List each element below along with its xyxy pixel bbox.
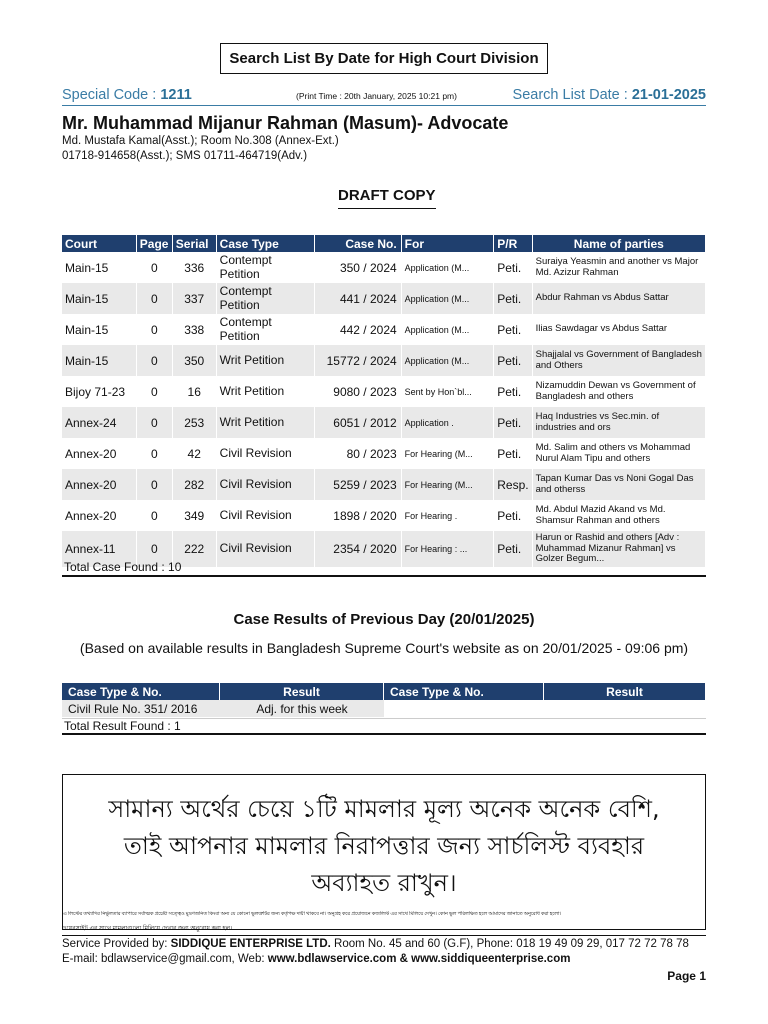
cell-empty bbox=[544, 700, 706, 717]
cell-case-no: 350 / 2024 bbox=[314, 252, 401, 283]
cell-court: Main-15 bbox=[62, 252, 136, 283]
col-case-type-no-2: Case Type & No. bbox=[384, 683, 544, 700]
cell-serial: 253 bbox=[172, 407, 216, 438]
cell-case-type: Civil Revision bbox=[216, 438, 314, 469]
cell-case-no: 9080 / 2023 bbox=[314, 376, 401, 407]
cell-parties: Haq Industries vs Sec.min. of industries and ors bbox=[532, 407, 705, 438]
advocate-assistant: Md. Mustafa Kamal(Asst.); Room No.308 (Annex-Ext.) bbox=[62, 135, 339, 147]
cell-case-type: Writ Petition bbox=[216, 345, 314, 376]
col-result-2: Result bbox=[544, 683, 706, 700]
cell-parties: Abdur Rahman vs Abdus Sattar bbox=[532, 283, 705, 314]
cell-case-no: 80 / 2023 bbox=[314, 438, 401, 469]
cell-for: For Hearing (M... bbox=[401, 469, 494, 500]
cell-pr: Peti. bbox=[494, 283, 532, 314]
cell-serial: 16 bbox=[172, 376, 216, 407]
cell-court: Annex-20 bbox=[62, 500, 136, 531]
cell-case-type: Civil Revision bbox=[216, 500, 314, 531]
col-page: Page bbox=[136, 235, 172, 252]
page-number: Page 1 bbox=[667, 969, 706, 983]
list-date-label: Search List Date : bbox=[512, 87, 632, 103]
cell-case-type: Writ Petition bbox=[216, 407, 314, 438]
cell-page: 0 bbox=[136, 376, 172, 407]
cell-pr: Peti. bbox=[494, 376, 532, 407]
special-code bbox=[62, 87, 192, 103]
cell-parties: Harun or Rashid and others [Adv : Muhammad Mizanur Rahman] vs Golzer Begum... bbox=[532, 531, 705, 567]
cell-page: 0 bbox=[136, 314, 172, 345]
special-code-label: Special Code : bbox=[62, 87, 161, 103]
footer-company: SIDDIQUE ENTERPRISE LTD. bbox=[170, 938, 331, 950]
cell-serial: 42 bbox=[172, 438, 216, 469]
cell-page: 0 bbox=[136, 283, 172, 314]
table-row bbox=[62, 438, 706, 469]
cell-parties: Ilias Sawdagar vs Abdus Sattar bbox=[532, 314, 705, 345]
cell-serial: 337 bbox=[172, 283, 216, 314]
cell-case-type: Contempt Petition bbox=[216, 314, 314, 345]
cell-court: Annex-20 bbox=[62, 438, 136, 469]
header-divider bbox=[62, 105, 706, 106]
notice-box bbox=[62, 774, 706, 930]
results-table bbox=[62, 683, 706, 717]
cell-parties: Md. Salim and others vs Mohammad Nurul Alam Tipu and others bbox=[532, 438, 705, 469]
cell-case-no: 442 / 2024 bbox=[314, 314, 401, 345]
cell-page: 0 bbox=[136, 407, 172, 438]
cell-case-type: Contempt Petition bbox=[216, 252, 314, 283]
cell-case: Civil Rule No. 351/ 2016 bbox=[62, 700, 220, 717]
advocate-phone: 01718-914658(Asst.); SMS 01711-464719(Adv.) bbox=[62, 150, 308, 162]
cell-pr: Peti. bbox=[494, 314, 532, 345]
cell-serial: 349 bbox=[172, 500, 216, 531]
document-title: Search List By Date for High Court Division bbox=[220, 43, 548, 74]
cell-court: Main-15 bbox=[62, 345, 136, 376]
notice-fine-print-2: ওয়েবসাইট এর সাথে মামলাগুলো মিলিয়ে দেখার জন্য অনুরোধ করা হল। bbox=[62, 926, 233, 932]
cell-page: 0 bbox=[136, 469, 172, 500]
col-for: For bbox=[401, 235, 494, 252]
cell-case-no: 1898 / 2020 bbox=[314, 500, 401, 531]
cell-court: Main-15 bbox=[62, 314, 136, 345]
results-subtitle: (Based on available results in Bangladesh Supreme Court's website as on 20/01/2025 - 09:06 pm) bbox=[79, 640, 689, 656]
footer-web-link[interactable]: www.bdlawservice.com & www.siddiqueenterprise.com bbox=[267, 953, 571, 965]
table-row bbox=[62, 314, 706, 345]
table-row bbox=[62, 469, 706, 500]
cell-for: Application (M... bbox=[401, 283, 494, 314]
cell-for: Application (M... bbox=[401, 252, 494, 283]
cell-serial: 350 bbox=[172, 345, 216, 376]
table-row bbox=[62, 700, 706, 717]
cell-court: Annex-20 bbox=[62, 469, 136, 500]
cell-result: Adj. for this week bbox=[220, 700, 384, 717]
footer-email: E-mail: bdlawservice@gmail.com, Web: bbox=[62, 953, 268, 965]
cell-for: Sent by Hon`bl... bbox=[401, 376, 494, 407]
cell-pr: Resp. bbox=[494, 469, 532, 500]
cell-court: Annex-24 bbox=[62, 407, 136, 438]
cell-case-no: 6051 / 2012 bbox=[314, 407, 401, 438]
cell-for: Application (M... bbox=[401, 314, 494, 345]
cell-page: 0 bbox=[136, 531, 172, 567]
cell-pr: Peti. bbox=[494, 345, 532, 376]
footer-address: Room No. 45 and 60 (G.F), Phone: 018 19 49 09 29, 017 72 72 78 78 bbox=[330, 938, 689, 950]
cell-case-type: Civil Revision bbox=[216, 531, 314, 567]
col-court: Court bbox=[62, 235, 136, 252]
special-code-value: 1211 bbox=[160, 87, 192, 103]
case-table-header bbox=[62, 235, 706, 252]
cell-case-type: Contempt Petition bbox=[216, 283, 314, 314]
cell-parties: Md. Abdul Mazid Akand vs Md. Shamsur Rahman and others bbox=[532, 500, 705, 531]
search-list-date bbox=[513, 87, 706, 103]
footer-contact bbox=[62, 953, 570, 965]
cell-serial: 338 bbox=[172, 314, 216, 345]
table-row bbox=[62, 283, 706, 314]
notice-text bbox=[63, 791, 705, 902]
list-date-value: 21-01-2025 bbox=[631, 87, 706, 103]
col-case-no: Case No. bbox=[314, 235, 401, 252]
cell-page: 0 bbox=[136, 345, 172, 376]
print-time: (Print Time : 20th January, 2025 10:21 pm) bbox=[296, 91, 457, 101]
cell-serial: 282 bbox=[172, 469, 216, 500]
cell-court: Main-15 bbox=[62, 283, 136, 314]
cell-parties: Nizamuddin Dewan vs Government of Bangladesh and others bbox=[532, 376, 705, 407]
total-case-found: Total Case Found : 10 bbox=[62, 560, 706, 577]
cell-page: 0 bbox=[136, 438, 172, 469]
footer-divider bbox=[62, 935, 706, 936]
cell-pr: Peti. bbox=[494, 500, 532, 531]
cell-page: 0 bbox=[136, 252, 172, 283]
cell-court: Bijoy 71-23 bbox=[62, 376, 136, 407]
cell-serial: 222 bbox=[172, 531, 216, 567]
results-title: Case Results of Previous Day (20/01/2025) bbox=[233, 611, 535, 628]
footer-service-prefix: Service Provided by: bbox=[62, 938, 171, 950]
col-serial: Serial bbox=[172, 235, 216, 252]
col-pr: P/R bbox=[494, 235, 532, 252]
cell-parties: Suraiya Yeasmin and another vs Major Md. Azizur Rahman bbox=[532, 252, 705, 283]
cell-case-no: 15772 / 2024 bbox=[314, 345, 401, 376]
cell-case-type: Civil Revision bbox=[216, 469, 314, 500]
advocate-name: Mr. Muhammad Mijanur Rahman (Masum)- Advocate bbox=[62, 113, 509, 133]
col-parties: Name of parties bbox=[532, 235, 705, 252]
cell-for: For Hearing . bbox=[401, 500, 494, 531]
cell-case-no: 5259 / 2023 bbox=[314, 469, 401, 500]
cell-pr: Peti. bbox=[494, 438, 532, 469]
table-row bbox=[62, 376, 706, 407]
cell-serial: 336 bbox=[172, 252, 216, 283]
cell-for: For Hearing (M... bbox=[401, 438, 494, 469]
col-case-type-no: Case Type & No. bbox=[62, 683, 220, 700]
footer-service bbox=[62, 938, 689, 950]
table-row bbox=[62, 345, 706, 376]
cell-for: Application (M... bbox=[401, 345, 494, 376]
cell-case-no: 441 / 2024 bbox=[314, 283, 401, 314]
cell-pr: Peti. bbox=[494, 407, 532, 438]
cell-pr: Peti. bbox=[494, 252, 532, 283]
cell-pr: Peti. bbox=[494, 531, 532, 567]
cell-empty bbox=[384, 700, 544, 717]
cell-parties: Shajjalal vs Government of Bangladesh and Others bbox=[532, 345, 705, 376]
notice-fine-print: এ লিস্টের তথ্যাদির নির্ভুলতার ব্যাপারে সর্বাত্মক প্রচেষ্টা সত্ত্বেও মুদ্রণজনিত কিংবা অন্য যে কোনো ভুলত্রুটির জন্য কর্তৃপক্ষ দায়ী থাকবে না। অনুগ্রহ করে প্রয়োজনে কজলিস্ট এর সাথে মিলিয়ে দেখুন। কোন ভুল পরিলক্ষিত হলে আমাদের জানাতে অনুরোধ করা হলো। bbox=[63, 911, 562, 917]
cell-for: For Hearing : ... bbox=[401, 531, 494, 567]
notice-line-3: অব্যাহত রাখুন। bbox=[311, 869, 457, 897]
cell-case-type: Writ Petition bbox=[216, 376, 314, 407]
cell-case-no: 2354 / 2020 bbox=[314, 531, 401, 567]
cell-parties: Tapan Kumar Das vs Noni Gogal Das and otherss bbox=[532, 469, 705, 500]
cell-for: Application . bbox=[401, 407, 494, 438]
notice-line-1: সামান্য অর্থের চেয়ে ১টি মামলার মূল্য অনেক অনেক বেশি, bbox=[108, 795, 660, 823]
table-row bbox=[62, 500, 706, 531]
table-row bbox=[62, 252, 706, 283]
col-case-type: Case Type bbox=[216, 235, 314, 252]
draft-copy-label: DRAFT COPY bbox=[338, 187, 436, 209]
total-result-found: Total Result Found : 1 bbox=[62, 718, 706, 735]
notice-line-2: তাই আপনার মামলার নিরাপত্তার জন্য সার্চলিস্ট ব্যবহার bbox=[123, 832, 645, 860]
case-table bbox=[62, 235, 706, 567]
results-table-header bbox=[62, 683, 706, 700]
cell-page: 0 bbox=[136, 500, 172, 531]
cell-court: Annex-11 bbox=[62, 531, 136, 567]
table-row bbox=[62, 407, 706, 438]
col-result: Result bbox=[220, 683, 384, 700]
